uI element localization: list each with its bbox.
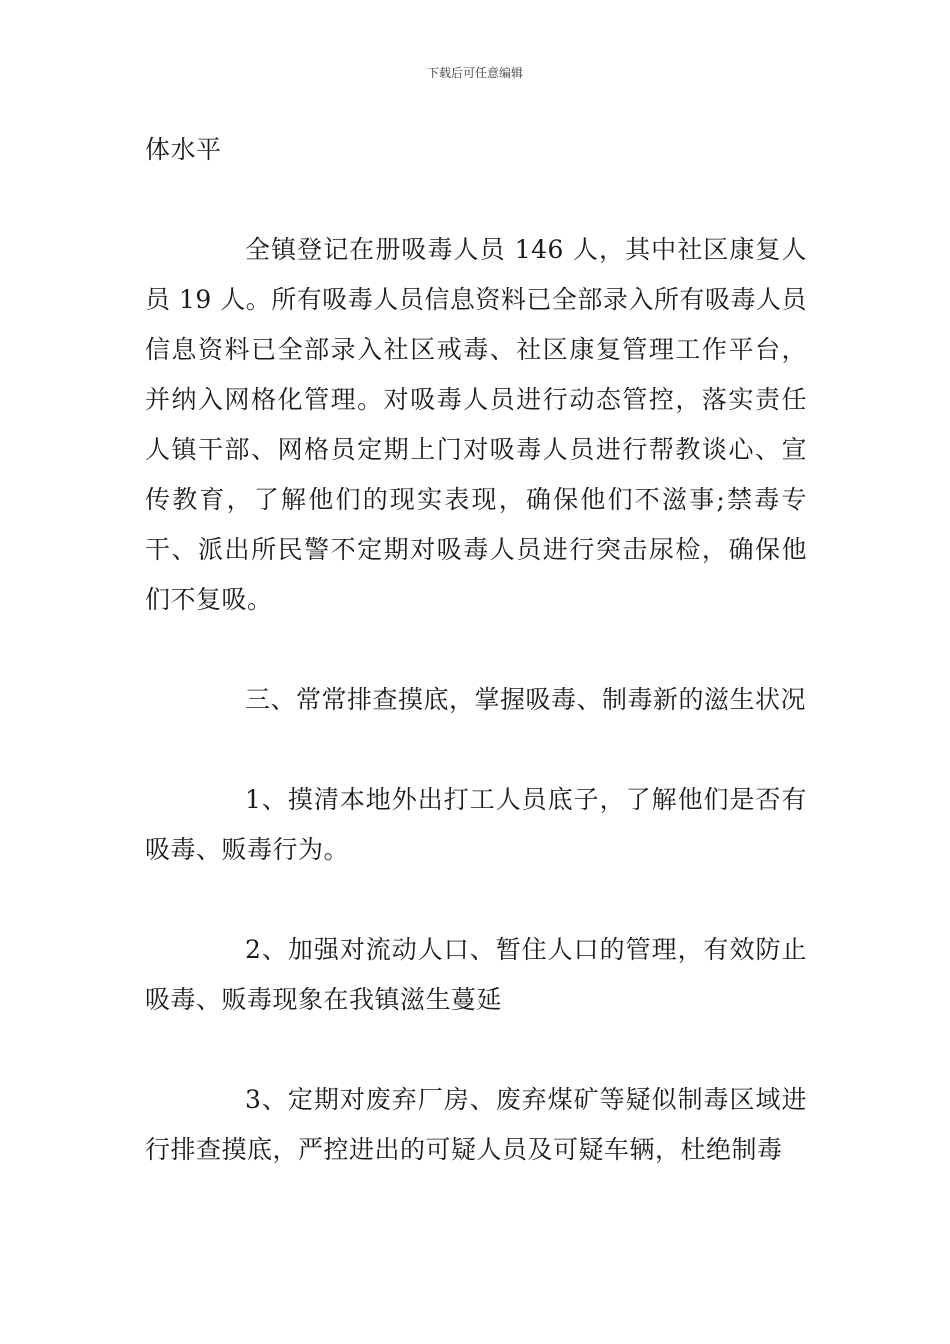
list-item-2: 2、加强对流动人口、暂住人口的管理，有效防止吸毒、贩毒现象在我镇滋生蔓延 — [145, 935, 807, 1014]
paragraph-drug-user-management: 全镇登记在册吸毒人员 146 人，其中社区康复人员 19 人。所有吸毒人员信息资料已全部录入所有吸毒人员信息资料已全部录入社区戒毒、社区康复管理工作平台，并纳入网格化管理。对吸毒人员进行动态管控，落实责任人镇干部、网格员定期上门对吸毒人员进行帮教谈心、宣传教育，了解他们的现实表现，确保他们不滋事;禁毒专干、派出所民警不定期对吸毒人员进行突击尿检，确保他们不复吸。 — [145, 235, 807, 614]
list-item-1: 1、摸清本地外出打工人员底子，了解他们是否有吸毒、贩毒行为。 — [145, 785, 807, 864]
section-heading-three: 三、常常排查摸底，掌握吸毒、制毒新的滋生状况 — [245, 685, 807, 714]
list-item-3: 3、定期对废弃厂房、废弃煤矿等疑似制毒区域进行排查摸底，严控进出的可疑人员及可疑车辆，杜绝制毒 — [145, 1085, 807, 1164]
page-header: 下载后可任意编辑 — [426, 66, 523, 80]
paragraph-continuation: 体水平 — [145, 135, 222, 164]
document-body — [145, 125, 807, 1175]
